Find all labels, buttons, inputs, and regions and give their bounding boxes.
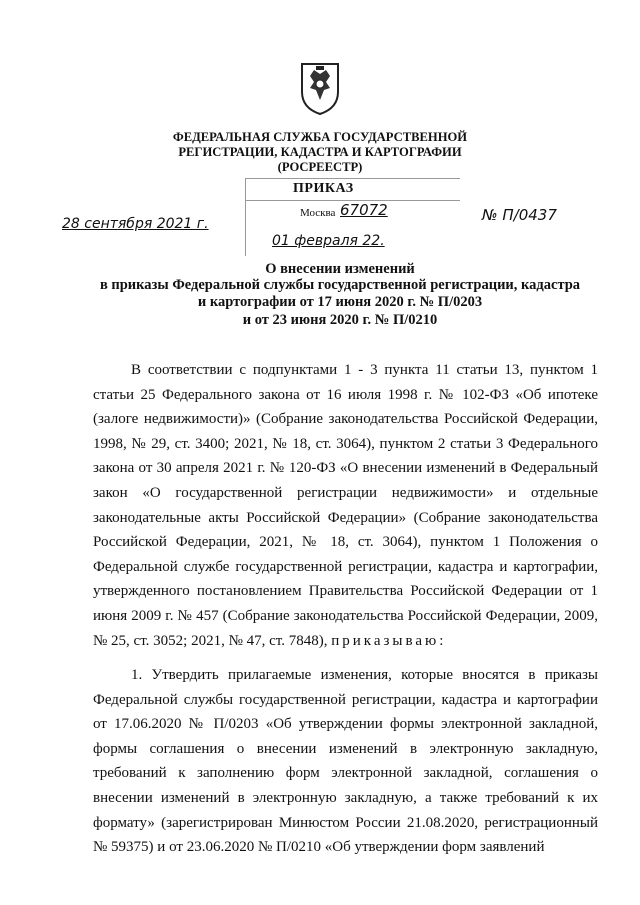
preamble-paragraph [93, 358, 598, 653]
document-title-line3: и картографии от 17 июня 2020 г. № П/0203 [197, 294, 483, 310]
preamble-text: В соответствии с подпунктами 1 - 3 пункта 11 статьи 13, пунктом 1 статьи 25 Федерального закона от 16 июля 1998 г. № 102-ФЗ «Об ипотеке (залоге недвижимости)» (Собрание законодательства Российской Федерации, 1998, № 29, ст. 3400; 2021, № 18, ст. 3064), пунктом 2 статьи 3 Федерального закона от 30 апреля 2021 г. № 120-ФЗ «О внесении изменений в Федеральный закон «О государственной регистрации недвижимости» и отдельные законодательные акты Российской Федерации» (Собрание законодательства Российской Федерации, 2021, № 18, ст. 3064), пунктом 1 Положения о Федеральной службе государственной регистрации, кадастра и картографии, утвержденного постановлением Правительства Российской Федерации от 1 июня 2009 г. № 457 (Собрание законодательства Российской Федерации, 2009, № 25, ст. 3052; 2021, № 47, ст. 7848), [93, 362, 598, 649]
stamp-line [245, 178, 460, 179]
registration-date: 01 февраля 22. [272, 233, 385, 249]
document-title-line2: в приказы Федеральной службы государственной регистрации, кадастра [99, 277, 581, 293]
command-word: приказываю: [331, 632, 447, 649]
agency-abbreviation: (РОСРЕЕСТР) [277, 160, 363, 174]
document-title-line4: и от 23 июня 2020 г. № П/0210 [242, 312, 438, 328]
stamp-border [245, 178, 246, 256]
document-title-line1: О внесении изменений [265, 261, 415, 277]
coat-of-arms-emblem [296, 60, 344, 116]
city: Москва [300, 207, 336, 219]
agency-name-line2: РЕГИСТРАЦИИ, КАДАСТРА И КАРТОГРАФИИ [178, 145, 462, 159]
item-1-paragraph: 1. Утвердить прилагаемые изменения, которые вносятся в приказы Федеральной службы государственной регистрации, кадастра и картографии от 17.06.2020 № П/0203 «Об утверждении формы электронной закладной, формы соглашения о внесении изменений в электронную закладную, требований к заполнению форм электронной закладной, соглашения о внесении изменений в электронную закладную, а также требований к их формату» (зарегистрирован Минюстом России 21.08.2020, регистрационный № 59375) и от 23.06.2020 № П/0210 «Об утверждении форм заявлений [93, 667, 598, 856]
handwritten-date: 28 сентября 2021 г. [62, 216, 209, 232]
order-title: ПРИКАЗ [293, 181, 354, 196]
agency-name-line1: ФЕДЕРАЛЬНАЯ СЛУЖБА ГОСУДАРСТВЕННОЙ [172, 130, 468, 144]
registration-number: 67072 [340, 201, 388, 219]
order-number: № П/0437 [482, 206, 557, 224]
